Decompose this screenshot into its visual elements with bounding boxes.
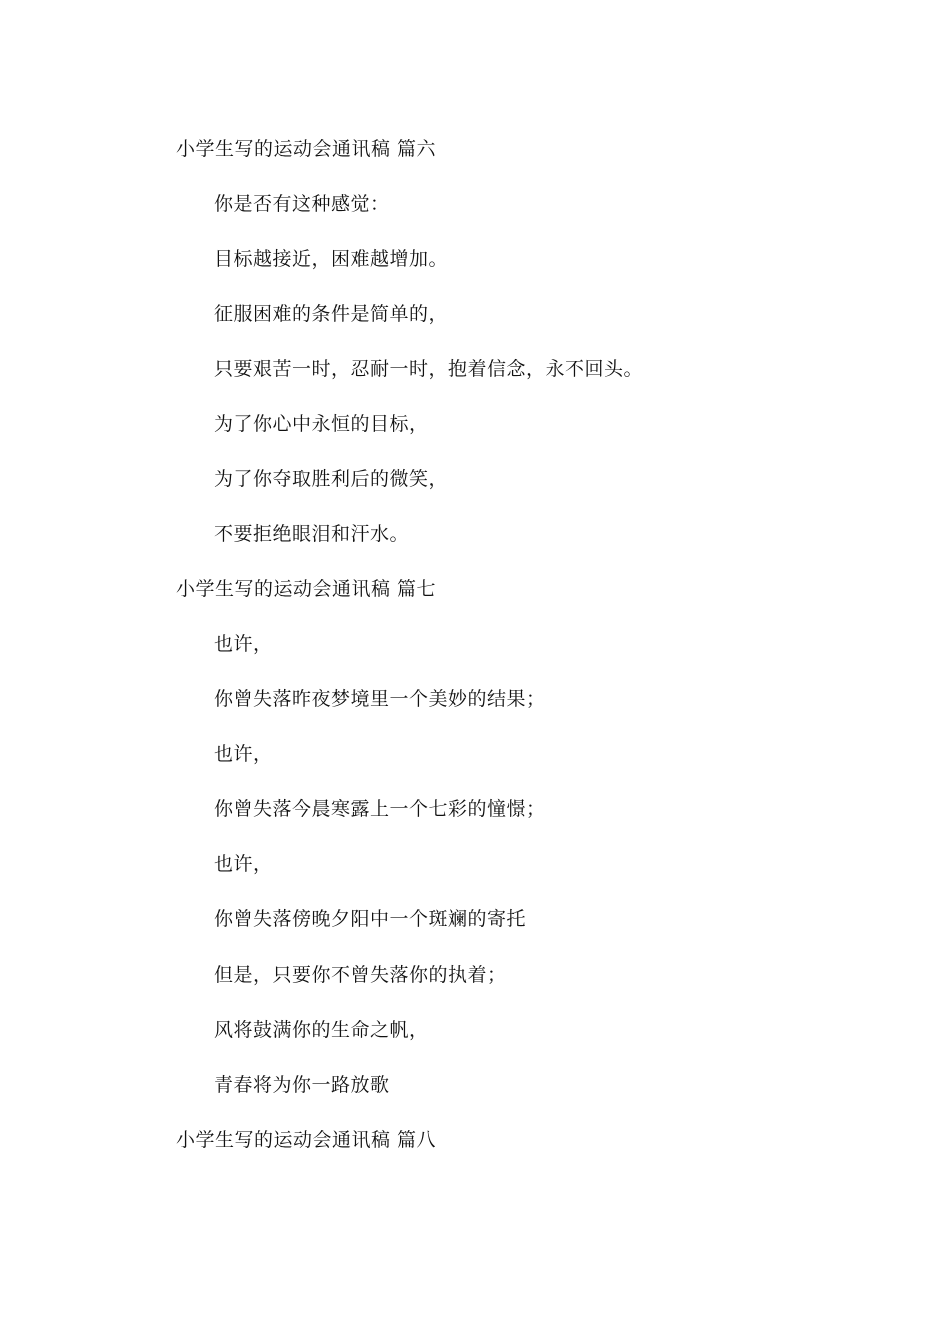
paragraph-line: 但是，只要你不曾失落你的执着； [214, 964, 507, 986]
paragraph-line: 你曾失落傍晚夕阳中一个斑斓的寄托 [214, 908, 527, 930]
paragraph-line: 目标越接近，困难越增加。 [214, 248, 449, 270]
paragraph-line: 为了你夺取胜利后的微笑， [214, 468, 449, 490]
section-heading-7: 小学生写的运动会通讯稿 篇七 [176, 578, 437, 600]
paragraph-line: 你曾失落今晨寒露上一个七彩的憧憬； [214, 798, 546, 820]
paragraph-line: 你是否有这种感觉： [214, 193, 390, 215]
paragraph-line: 青春将为你一路放歌 [214, 1074, 390, 1096]
section-heading-6: 小学生写的运动会通讯稿 篇六 [176, 138, 437, 160]
section-heading-8: 小学生写的运动会通讯稿 篇八 [176, 1129, 437, 1151]
paragraph-line: 只要艰苦一时，忍耐一时，抱着信念，永不回头。 [214, 358, 644, 380]
paragraph-line: 为了你心中永恒的目标， [214, 413, 429, 435]
paragraph-line: 你曾失落昨夜梦境里一个美妙的结果； [214, 688, 546, 710]
paragraph-line: 不要拒绝眼泪和汗水。 [214, 523, 410, 545]
paragraph-line: 征服困难的条件是简单的， [214, 303, 449, 325]
paragraph-line: 风将鼓满你的生命之帆， [214, 1019, 429, 1041]
paragraph-line: 也许， [214, 743, 273, 765]
paragraph-line: 也许， [214, 633, 273, 655]
paragraph-line: 也许， [214, 853, 273, 875]
